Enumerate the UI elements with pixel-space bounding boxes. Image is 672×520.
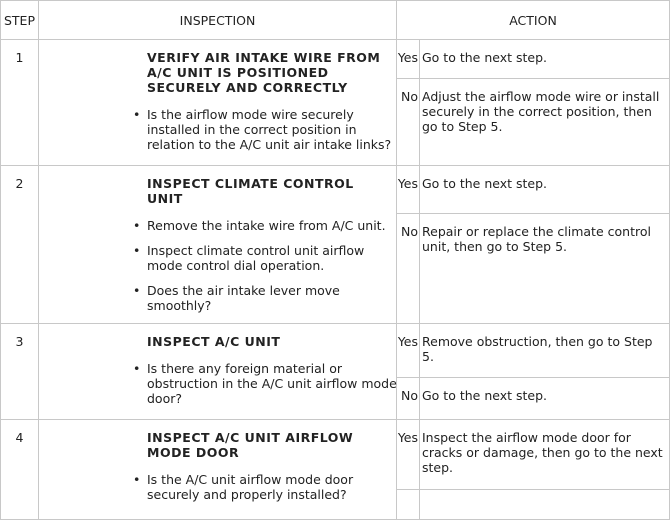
step-row (1, 40, 670, 79)
action-text: Remove obstruction, then go to Step 5. (420, 324, 670, 378)
inspection-cell (39, 420, 397, 520)
inspection-title: INSPECT A/C UNIT (147, 334, 281, 349)
step-row (1, 420, 670, 490)
step-row (1, 166, 670, 214)
header-action: ACTION (397, 1, 670, 40)
step-number: 3 (1, 324, 39, 420)
inspection-bullet: • Remove the intake wire from A/C unit. (147, 218, 397, 233)
answer-label: No (397, 79, 420, 166)
inspection-cell (39, 166, 397, 324)
inspection-bullet: • Is there any foreign material or obstruction in the A/C unit airflow mode door? (147, 361, 397, 406)
inspection-cell (39, 40, 397, 166)
answer-label: Yes (397, 420, 420, 490)
action-text: Go to the next step. (420, 166, 670, 214)
action-text: Go to the next step. (420, 40, 670, 79)
action-text: Inspect the airflow mode door for cracks or damage, then go to the next step. (420, 420, 670, 490)
action-text: Go to the next step. (420, 378, 670, 420)
inspection-list (147, 361, 397, 406)
inspection-title: VERIFY AIR INTAKE WIRE FROM A/C UNIT IS POSITIONED SECURELY AND CORRECTLY (147, 50, 381, 95)
action-text: Repair or replace the climate control unit, then go to Step 5. (420, 214, 670, 324)
step-number: 4 (1, 420, 39, 520)
action-text: Adjust the airflow mode wire or install securely in the correct position, then go to Step 5. (420, 79, 670, 166)
inspection-bullet: • Does the air intake lever move smoothly? (147, 283, 397, 313)
inspection-cell (39, 324, 397, 420)
step-row (1, 324, 670, 378)
inspection-list (147, 107, 392, 152)
inspection-list (147, 218, 386, 313)
answer-label: No (397, 214, 420, 324)
answer-label: Yes (397, 40, 420, 79)
inspection-bullet: • Is the airflow mode wire securely installed in the correct position in relation to the A/C unit air intake links? (147, 107, 397, 152)
answer-label: Yes (397, 324, 420, 378)
inspection-bullet: • Inspect climate control unit airflow mode control dial operation. (147, 243, 397, 273)
inspection-bullet: • Is the A/C unit airflow mode door securely and properly installed? (147, 472, 397, 502)
header-step: STEP (1, 1, 39, 40)
inspection-title: INSPECT A/C UNIT AIRFLOW MODE DOOR (147, 430, 354, 460)
header-inspection: INSPECTION (39, 1, 397, 40)
step-number: 2 (1, 166, 39, 324)
inspection-title: INSPECT CLIMATE CONTROL UNIT (147, 176, 354, 206)
answer-label: Yes (397, 166, 420, 214)
header-row (1, 1, 670, 40)
action-text (420, 490, 670, 520)
step-number: 1 (1, 40, 39, 166)
inspection-list (147, 472, 386, 502)
answer-label: No (397, 378, 420, 420)
